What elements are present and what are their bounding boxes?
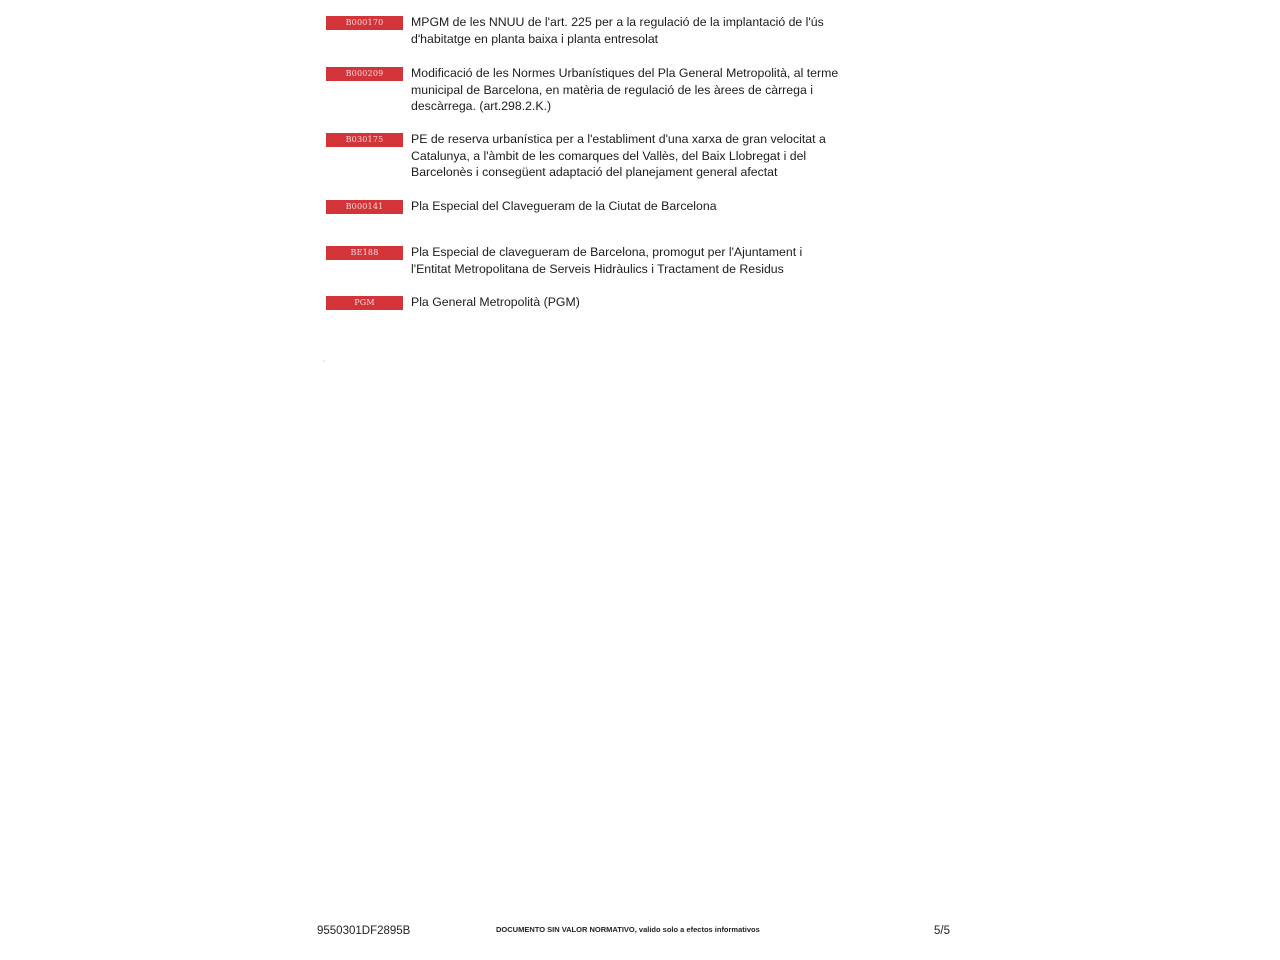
scan-artifact (323, 360, 325, 362)
cadastral-reference: 9550301DF2895B (317, 925, 411, 937)
disclaimer-note: DOCUMENTO SIN VALOR NORMATIVO, valido solo a efectos informativos (496, 925, 760, 934)
plan-code-badge: B000170 (326, 16, 403, 30)
plan-description: Modificació de les Normes Urbanístiques del Pla General Metropolità, al terme municipal de Barcelona, en matèria de regulació de les àrees de càrrega i descàrrega. (art.298.2.K.) (411, 66, 839, 114)
plan-code-badge: B000141 (326, 200, 403, 214)
plan-description: PE de reserva urbanística per a l'establiment d'una xarxa de gran velocitat a Catalunya, a l'àmbit de les comarques del Vallès, del Baix Llobregat i del Barcelonès i consegüent adaptació del planejament general afectat (411, 132, 826, 180)
plan-description: Pla Especial del Clavegueram de la Ciutat de Barcelona (411, 199, 717, 213)
plan-code-badge: B030175 (326, 133, 403, 147)
plan-code-badge: BE188 (326, 246, 403, 260)
plan-code-badge: PGM (326, 296, 403, 310)
list-item (326, 294, 846, 311)
list-item (326, 244, 846, 277)
plan-code-badge: B000209 (326, 67, 403, 81)
plan-description: Pla Especial de clavegueram de Barcelona, promogut per l'Ajuntament i l'Entitat Metropolitana de Serveis Hidràulics i Tractament de Residus (411, 245, 803, 276)
list-item (326, 14, 846, 47)
list-item (326, 65, 846, 115)
plan-description: Pla General Metropolità (PGM) (411, 295, 580, 309)
list-item (326, 198, 846, 215)
list-item (326, 131, 846, 181)
page-number: 5/5 (934, 925, 950, 937)
plan-description: MPGM de les NNUU de l'art. 225 per a la regulació de la implantació de l'ús d'habitatge en planta baixa i planta entresolat (411, 15, 824, 46)
